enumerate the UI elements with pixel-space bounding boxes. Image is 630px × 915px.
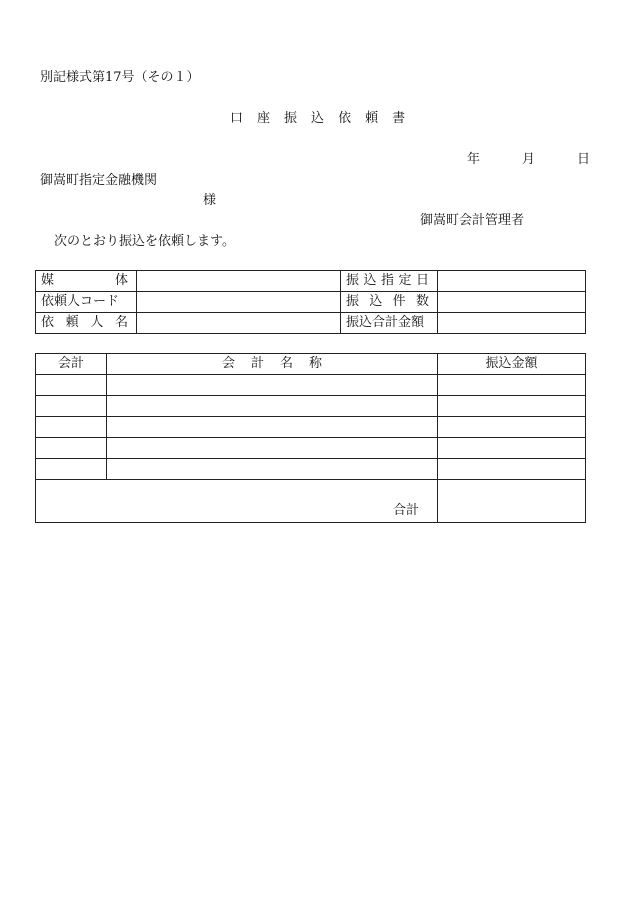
request-message: 次のとおり振込を依頼します。 bbox=[54, 234, 235, 249]
column-header-amount: 振込金額 bbox=[438, 354, 586, 375]
transfer-total-field[interactable] bbox=[438, 313, 586, 334]
transfer-total-label: 振込合計金額 bbox=[341, 313, 438, 334]
account-name-cell[interactable] bbox=[107, 375, 438, 396]
honorific: 様 bbox=[203, 193, 217, 208]
total-label: 合計 bbox=[36, 480, 438, 523]
transfer-count-label: 振 込 件 数 bbox=[341, 292, 438, 313]
sender: 御嵩町会計管理者 bbox=[420, 213, 525, 228]
amount-cell[interactable] bbox=[438, 396, 586, 417]
amount-cell[interactable] bbox=[438, 459, 586, 480]
amount-cell[interactable] bbox=[438, 375, 586, 396]
column-header-account: 会計 bbox=[36, 354, 107, 375]
table-row bbox=[36, 313, 586, 334]
account-cell[interactable] bbox=[36, 459, 107, 480]
total-row bbox=[36, 480, 586, 523]
account-cell[interactable] bbox=[36, 438, 107, 459]
transfer-info-table bbox=[35, 270, 586, 334]
date-year-label: 年 bbox=[467, 152, 481, 167]
table-row bbox=[36, 438, 586, 459]
media-field[interactable] bbox=[137, 271, 341, 292]
table-row bbox=[36, 396, 586, 417]
client-name-label: 依 頼 人 名 bbox=[36, 313, 137, 334]
table-row bbox=[36, 375, 586, 396]
account-cell[interactable] bbox=[36, 417, 107, 438]
title-char: 込 bbox=[311, 111, 325, 126]
media-label: 媒 体 bbox=[36, 271, 137, 292]
account-cell[interactable] bbox=[36, 396, 107, 417]
column-header-account-name: 会 計 名 称 bbox=[107, 354, 438, 375]
account-name-cell[interactable] bbox=[107, 417, 438, 438]
table-header-row bbox=[36, 354, 586, 375]
title-char: 口 bbox=[230, 111, 244, 126]
client-code-field[interactable] bbox=[137, 292, 341, 313]
form-number: 別記様式第17号（その１） bbox=[40, 70, 200, 85]
title-char: 頼 bbox=[365, 111, 379, 126]
account-name-cell[interactable] bbox=[107, 396, 438, 417]
total-amount-cell[interactable] bbox=[438, 480, 586, 523]
amount-cell[interactable] bbox=[438, 438, 586, 459]
amount-cell[interactable] bbox=[438, 417, 586, 438]
transfer-date-label: 振 込 指 定 日 bbox=[341, 271, 438, 292]
table-row bbox=[36, 417, 586, 438]
transfer-date-field[interactable] bbox=[438, 271, 586, 292]
title-char: 書 bbox=[392, 111, 406, 126]
client-code-label: 依頼人コード bbox=[36, 292, 137, 313]
document-title bbox=[230, 112, 419, 125]
date-day-label: 日 bbox=[577, 152, 591, 167]
title-char: 依 bbox=[338, 111, 352, 126]
client-name-field[interactable] bbox=[137, 313, 341, 334]
date-month-label: 月 bbox=[522, 152, 536, 167]
recipient: 御嵩町指定金融機関 bbox=[40, 173, 158, 188]
account-cell[interactable] bbox=[36, 375, 107, 396]
table-row bbox=[36, 459, 586, 480]
accounts-table bbox=[35, 353, 586, 523]
table-row bbox=[36, 292, 586, 313]
table-row bbox=[36, 271, 586, 292]
account-name-cell[interactable] bbox=[107, 438, 438, 459]
account-name-cell[interactable] bbox=[107, 459, 438, 480]
title-char: 振 bbox=[284, 111, 298, 126]
title-char: 座 bbox=[257, 111, 271, 126]
transfer-count-field[interactable] bbox=[438, 292, 586, 313]
